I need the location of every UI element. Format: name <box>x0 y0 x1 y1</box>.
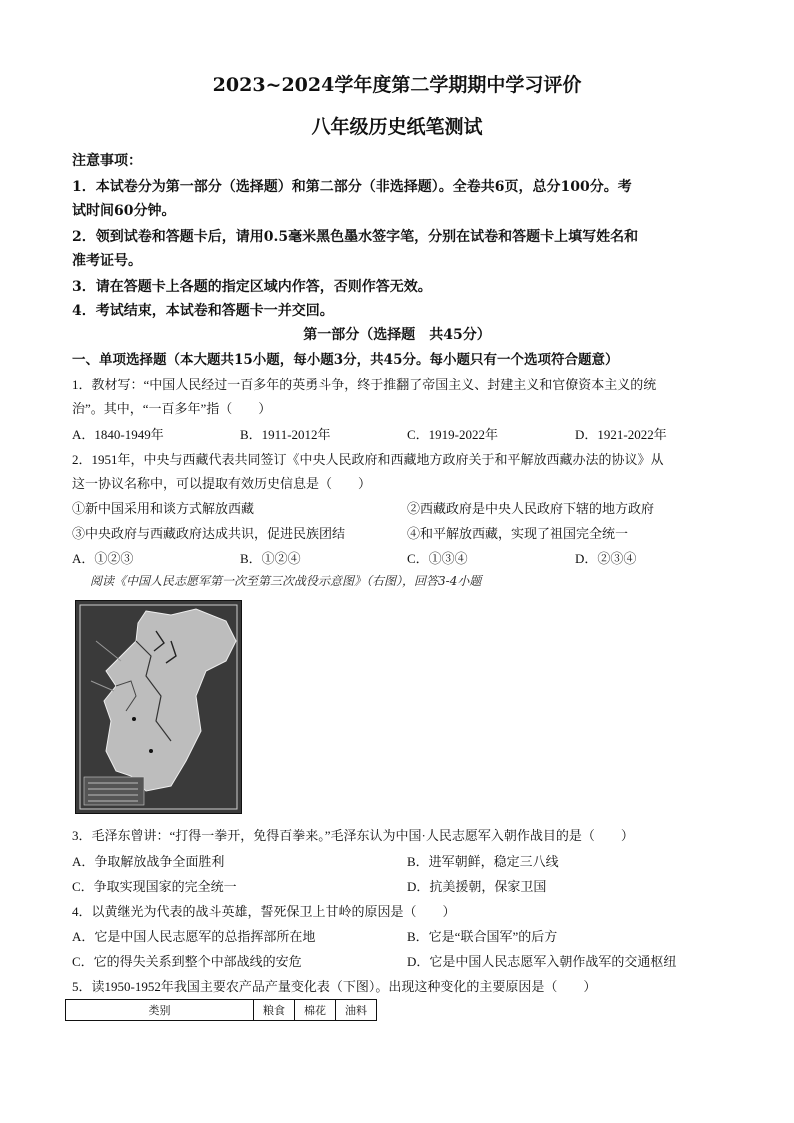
korea-map-icon <box>76 601 241 813</box>
q4-stem: 4．以黄继光为代表的战斗英雄，誓死保卫上甘岭的原因是（ ） <box>72 904 456 919</box>
q1-option-c: C．1919-2022年 <box>407 427 499 442</box>
note-4: 4．考试结束，本试卷和答题卡一并交回。 <box>72 303 334 319</box>
q1-option-b: B．1911-2012年 <box>240 427 331 442</box>
q2-stem-line-1: 2．1951年，中央与西藏代表共同签订《中央人民政府和西藏地方政府关于和平解放西藏办法的协议》从 <box>72 452 664 467</box>
q3-stem: 3．毛泽东曾讲：“打得一拳开，免得百拳来。”毛泽东认为中国·人民志愿军入朝作战目的是（ ） <box>72 828 634 843</box>
battle-map-image <box>75 600 242 814</box>
table-header-cell: 棉花 <box>295 1000 336 1021</box>
q3-option-a: A．争取解放战争全面胜利 <box>72 854 225 869</box>
q3-option-b: B．进军朝鲜，稳定三八线 <box>407 854 559 869</box>
q3-option-d: D．抗美援朝，保家卫国 <box>407 879 547 894</box>
note-1-line-1: 1．本试卷分为第一部分（选择题）和第二部分（非选择题）。全卷共6页，总分100分。考 <box>72 179 632 195</box>
reading-instruction: 阅读《中国人民志愿军第一次至第三次战役示意图》（右图），回答3-4小题 <box>90 574 482 588</box>
q2-statement-3: ③中央政府与西藏政府达成共识，促进民族团结 <box>72 526 346 541</box>
q1-option-d: D．1921-2022年 <box>575 427 667 442</box>
q4-option-b: B．它是“联合国军”的后方 <box>407 929 558 944</box>
note-2-line-2: 准考证号。 <box>72 253 142 269</box>
q1-option-a: A．1840-1949年 <box>72 427 164 442</box>
table-header-cell: 类别 <box>66 1000 254 1021</box>
q2-statement-2: ②西藏政府是中央人民政府下辖的地方政府 <box>407 501 655 516</box>
q5-stem: 5．读1950-1952年我国主要农产品产量变化表（下图）。出现这种变化的主要原因是（ ） <box>72 979 597 994</box>
q4-option-d: D．它是中国人民志愿军入朝作战军的交通枢纽 <box>407 954 677 969</box>
q2-option-a: A．①②③ <box>72 551 134 566</box>
q2-statement-4: ④和平解放西藏，实现了祖国完全统一 <box>407 526 629 541</box>
note-3: 3．请在答题卡上各题的指定区域内作答，否则作答无效。 <box>72 279 432 295</box>
section-heading: 一、单项选择题（本大题共15小题，每小题3分，共45分。每小题只有一个选项符合题意） <box>72 352 619 368</box>
q5-data-table <box>65 999 377 1021</box>
note-2-line-1: 2．领到试卷和答题卡后，请用0.5毫米黑色墨水签字笔，分别在试卷和答题卡上填写姓名和 <box>72 229 639 245</box>
q1-stem-line-1: 1．教材写：“中国人民经过一百多年的英勇斗争，终于推翻了帝国主义、封建主义和官僚资本主义的统 <box>72 377 657 392</box>
exam-subtitle: 八年级历史纸笔测试 <box>311 116 483 138</box>
table-header-cell: 粮食 <box>254 1000 295 1021</box>
note-1-line-2: 试时间60分钟。 <box>72 203 176 219</box>
q3-option-c: C．争取实现国家的完全统一 <box>72 879 237 894</box>
q2-option-b: B．①②④ <box>240 551 301 566</box>
q2-option-c: C．①③④ <box>407 551 468 566</box>
notes-heading: 注意事项： <box>72 153 142 169</box>
q4-option-a: A．它是中国人民志愿军的总指挥部所在地 <box>72 929 316 944</box>
part1-heading: 第一部分（选择题 共45分） <box>303 327 491 343</box>
q2-option-d: D．②③④ <box>575 551 637 566</box>
q2-stem-line-2: 这一协议名称中，可以提取有效历史信息是（ ） <box>72 476 372 491</box>
q2-statement-1: ①新中国采用和谈方式解放西藏 <box>72 501 255 516</box>
exam-title: 2023~2024学年度第二学期期中学习评价 <box>212 74 582 96</box>
q1-stem-line-2: 治”。其中，“一百多年”指（ ） <box>72 401 272 416</box>
q4-option-c: C．它的得失关系到整个中部战线的安危 <box>72 954 302 969</box>
table-header-cell: 油料 <box>336 1000 377 1021</box>
table-header-row <box>66 1000 377 1021</box>
